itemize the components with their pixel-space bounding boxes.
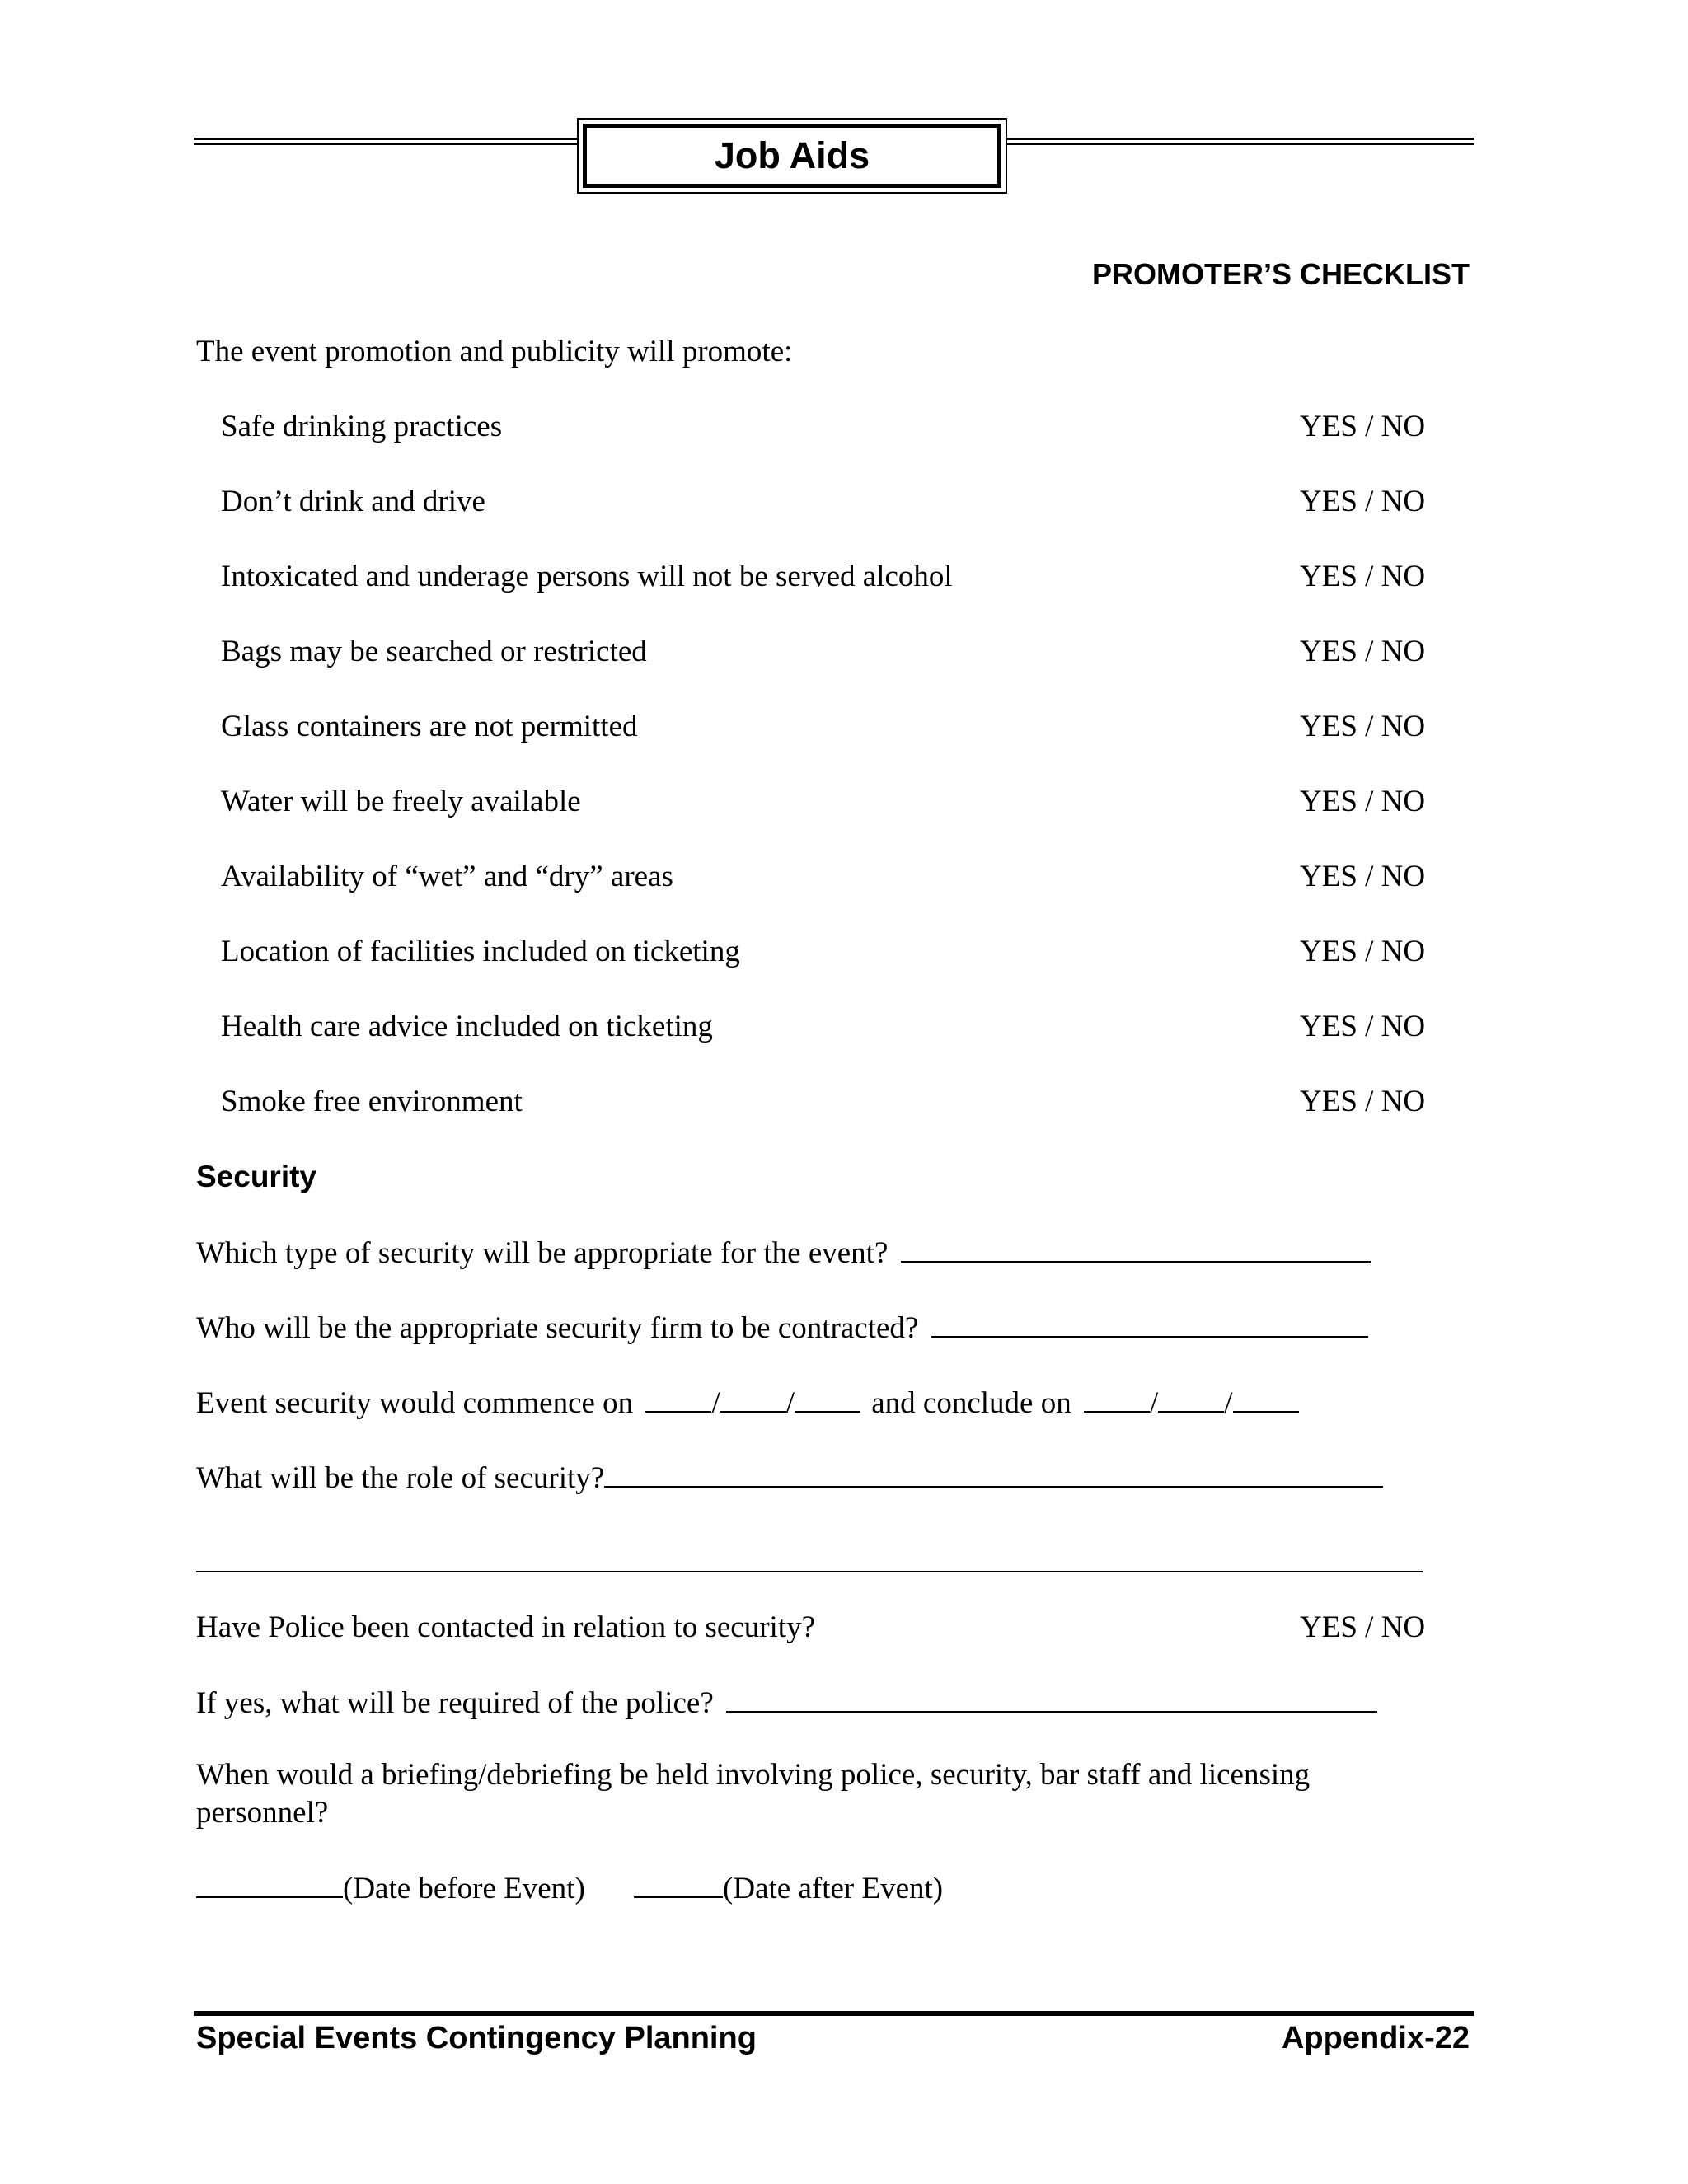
- checklist-item-answer[interactable]: YES / NO: [1300, 785, 1426, 818]
- checklist-item-answer[interactable]: YES / NO: [1300, 710, 1426, 743]
- briefing-dates: [196, 1870, 943, 1907]
- checklist-title: PROMOTER’S CHECKLIST: [1091, 257, 1470, 291]
- checklist-item-label: Water will be freely available: [221, 785, 581, 818]
- checklist-item-label: Glass containers are not permitted: [221, 710, 638, 743]
- date-before-blank[interactable]: [196, 1870, 343, 1898]
- security-firm-label: Who will be the appropriate security firm to be contracted?: [196, 1311, 919, 1345]
- conclude-year-blank[interactable]: [1233, 1385, 1299, 1413]
- checklist-item-label: Smoke free environment: [221, 1085, 523, 1118]
- checklist-item-label: Health care advice included on ticketing: [221, 1010, 713, 1043]
- checklist-item-label: Intoxicated and underage persons will not be served alcohol: [221, 560, 953, 593]
- security-type-question: [196, 1235, 1371, 1272]
- header-rule-right-bottom: [1006, 143, 1474, 145]
- checklist-item-label: Availability of “wet” and “dry” areas: [221, 860, 673, 893]
- checklist-item-answer[interactable]: YES / NO: [1300, 635, 1426, 668]
- date-separator: /: [1224, 1386, 1233, 1420]
- checklist-item-label: Location of facilities included on ticketing: [221, 935, 740, 968]
- security-role-label: What will be the role of security?: [196, 1461, 605, 1495]
- security-heading: Security: [196, 1160, 317, 1193]
- police-required-question: [196, 1685, 1377, 1722]
- police-contacted-label: Have Police been contacted in relation to security?: [196, 1610, 816, 1644]
- checklist-item-answer[interactable]: YES / NO: [1300, 935, 1426, 968]
- police-contacted-answer[interactable]: YES / NO: [1300, 1610, 1426, 1644]
- checklist-item-answer[interactable]: YES / NO: [1300, 410, 1426, 443]
- commence-year-blank[interactable]: [795, 1385, 860, 1413]
- intro-text: The event promotion and publicity will promote:: [196, 335, 793, 368]
- commence-day-blank[interactable]: [645, 1385, 711, 1413]
- police-required-label: If yes, what will be required of the police?: [196, 1686, 714, 1720]
- commence-month-blank[interactable]: [720, 1385, 786, 1413]
- footer-rule: [194, 2011, 1474, 2016]
- checklist-item-answer[interactable]: YES / NO: [1300, 1085, 1426, 1118]
- footer-left-text: Special Events Contingency Planning: [196, 2021, 757, 2055]
- checklist-item-answer[interactable]: YES / NO: [1300, 1010, 1426, 1043]
- briefing-question-line-2: personnel?: [196, 1796, 329, 1830]
- conclude-day-blank[interactable]: [1084, 1385, 1150, 1413]
- security-firm-blank[interactable]: [931, 1310, 1368, 1338]
- security-firm-question: [196, 1310, 1368, 1347]
- checklist-item-answer[interactable]: YES / NO: [1300, 560, 1426, 593]
- date-after-blank[interactable]: [634, 1870, 723, 1898]
- header-title: Job Aids: [583, 124, 1001, 188]
- date-after-label: (Date after Event): [723, 1872, 944, 1905]
- security-role-blank-line-2[interactable]: [196, 1571, 1423, 1572]
- footer-page-label: Appendix-22: [1281, 2021, 1470, 2055]
- header-rule-left-bottom: [194, 143, 579, 145]
- conclude-month-blank[interactable]: [1158, 1385, 1224, 1413]
- checklist-item-answer[interactable]: YES / NO: [1300, 860, 1426, 893]
- date-separator: /: [785, 1386, 795, 1420]
- police-required-blank[interactable]: [726, 1685, 1377, 1713]
- date-separator: /: [711, 1386, 720, 1420]
- checklist-item-label: Bags may be searched or restricted: [221, 635, 647, 668]
- security-dates-question: [196, 1385, 1299, 1422]
- checklist-item-answer[interactable]: YES / NO: [1300, 485, 1426, 518]
- date-separator: /: [1149, 1386, 1159, 1420]
- header-rule-left-top: [194, 138, 579, 140]
- security-conclude-label: and conclude on: [871, 1386, 1071, 1420]
- date-before-label: (Date before Event): [343, 1872, 585, 1905]
- checklist-item-label: Safe drinking practices: [221, 410, 503, 443]
- header-rule-right-top: [1006, 138, 1474, 140]
- security-type-label: Which type of security will be appropriate for the event?: [196, 1236, 889, 1270]
- security-commence-label: Event security would commence on: [196, 1386, 634, 1420]
- checklist-item-label: Don’t drink and drive: [221, 485, 485, 518]
- security-role-blank[interactable]: [604, 1460, 1383, 1488]
- security-type-blank[interactable]: [901, 1235, 1371, 1263]
- briefing-question-line-1: When would a briefing/debriefing be held involving police, security, bar staff and licensing: [196, 1758, 1311, 1792]
- security-role-question: [196, 1460, 1383, 1497]
